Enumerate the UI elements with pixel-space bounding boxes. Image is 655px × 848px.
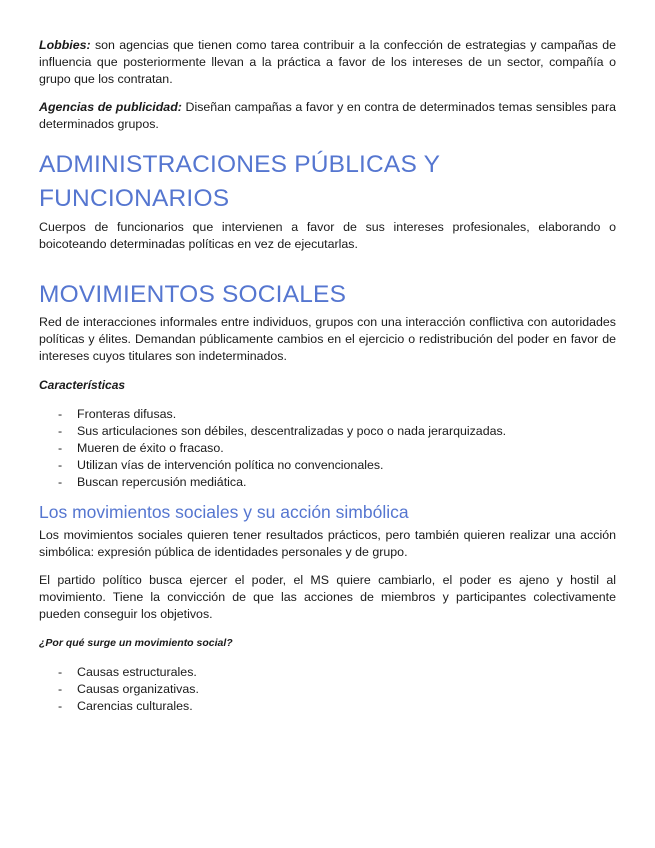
list-item: - Fronteras difusas. xyxy=(58,407,177,421)
caracteristicas-label: Características xyxy=(39,378,126,392)
list-item: - Carencias culturales. xyxy=(58,699,193,713)
admin-paragraph: Cuerpos de funcionarios que intervienen a favor de sus intereses profesionales, elaborando o boicoteando determinadas políticas en vez de ejecutarlas. xyxy=(39,220,616,251)
accion-heading: Los movimientos sociales y su acción simbólica xyxy=(39,502,409,522)
list-item: - Buscan repercusión mediática. xyxy=(58,475,247,489)
dash-bullet: - xyxy=(58,475,63,489)
dash-bullet: - xyxy=(58,682,63,696)
lobbies-text: son agencias que tienen como tarea contribuir a la confección de estrategias y campañas de influencia que posteriormente llevan a la práctica a favor de los intereses de un sector, compañía o grupo que los contratan. xyxy=(39,38,616,86)
lobbies-paragraph xyxy=(39,37,616,88)
agencias-paragraph xyxy=(39,99,616,133)
list-item: - Utilizan vías de intervención política no convencionales. xyxy=(58,458,384,472)
accion-paragraph-2: El partido político busca ejercer el poder, el MS quiere cambiarlo, el poder es ajeno y hostil al movimiento. Tiene la convicción de que las acciones de miembros y participantes colectivamente pueden conseguir los objetivos. xyxy=(39,573,616,621)
dash-bullet: - xyxy=(58,458,63,472)
caracteristicas-list xyxy=(39,406,616,491)
dash-bullet: - xyxy=(58,424,63,438)
document-page xyxy=(39,37,616,715)
dash-bullet: - xyxy=(58,665,63,679)
agencias-term: Agencias de publicidad: xyxy=(39,100,182,114)
accion-paragraph-1: Los movimientos sociales quieren tener resultados prácticos, pero también quieren realizar una acción simbólica: expresión pública de identidades personales y de grupo. xyxy=(39,528,616,559)
movimientos-paragraph: Red de interacciones informales entre individuos, grupos con una interacción conflictiva con autoridades políticas y élites. Demandan públicamente cambios en el ejercicio o redistribución del poder en favor de intereses cuyos titulares son indeterminados. xyxy=(39,315,616,363)
lobbies-term: Lobbies: xyxy=(39,38,91,52)
movimientos-heading: MOVIMIENTOS SOCIALES xyxy=(39,281,347,308)
dash-bullet: - xyxy=(58,441,63,455)
causas-list xyxy=(39,664,616,715)
admin-heading: ADMINISTRACIONES PÚBLICAS Y FUNCIONARIOS xyxy=(39,151,440,212)
list-item: - Sus articulaciones son débiles, descentralizadas y poco o nada jerarquizadas. xyxy=(58,424,507,438)
dash-bullet: - xyxy=(58,407,63,421)
list-item: - Causas organizativas. xyxy=(58,682,199,696)
dash-bullet: - xyxy=(58,699,63,713)
causas-question: ¿Por qué surge un movimiento social? xyxy=(39,637,233,649)
agencias-text: Diseñan campañas a favor y en contra de determinados temas sensibles para determinados grupos. xyxy=(39,100,616,131)
list-item: - Mueren de éxito o fracaso. xyxy=(58,441,224,455)
list-item: - Causas estructurales. xyxy=(58,665,197,679)
